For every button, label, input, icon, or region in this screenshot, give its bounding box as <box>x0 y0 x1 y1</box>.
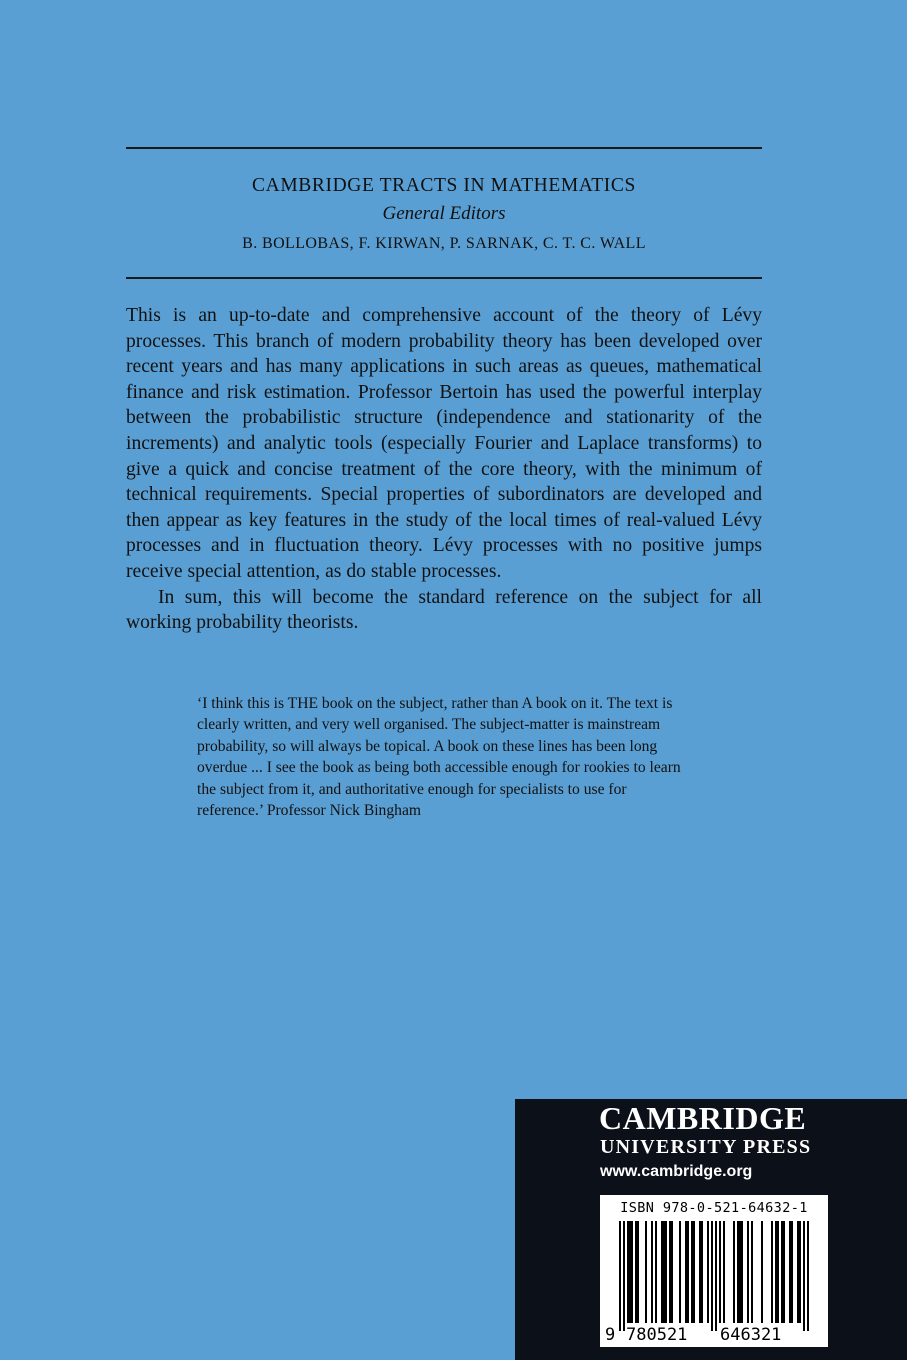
barcode-bar <box>679 1221 681 1323</box>
barcode-bar <box>783 1221 785 1323</box>
barcode-bar <box>665 1221 667 1323</box>
barcode-bar <box>747 1221 749 1323</box>
barcode-bar <box>719 1221 721 1323</box>
barcode-bar <box>791 1221 793 1323</box>
barcode-bar <box>711 1221 713 1331</box>
barcode-bar <box>781 1221 783 1323</box>
barcode-bar <box>777 1221 779 1323</box>
series-header <box>126 172 762 258</box>
barcode-bar <box>715 1221 717 1331</box>
endorsement-quote: ‘I think this is THE book on the subject, rather than A book on it. The text is clearly written, and very well organised. The subject-matter is mainstream probability, so will always be topical. A book on these lines has been long overdue ... I see the book as being both accessible enough for rookies to learn the subject from it, and authoritative enough for specialists to use for reference.’ Professor Nick Bingham <box>197 695 681 820</box>
barcode-digits-right: 646321 <box>720 1325 782 1343</box>
barcode-bar <box>789 1221 791 1323</box>
barcode-bar <box>685 1221 687 1323</box>
barcode-bar <box>739 1221 741 1323</box>
barcode-bar <box>699 1221 701 1323</box>
barcode-bar <box>655 1221 657 1323</box>
barcode-bar <box>741 1221 743 1323</box>
barcode-bar <box>707 1221 709 1323</box>
barcode-bar <box>687 1221 689 1323</box>
description-paragraph-2: In sum, this will become the standard reference on the subject for all working probability theorists. <box>126 586 762 634</box>
barcode-bar <box>669 1221 671 1323</box>
barcode-bar <box>775 1221 777 1323</box>
barcode-bar <box>737 1221 739 1323</box>
barcode-bar <box>693 1221 695 1323</box>
publisher-subtitle: UNIVERSITY PRESS <box>600 1136 812 1158</box>
barcode-bar <box>691 1221 693 1323</box>
description-paragraph-1: This is an up-to-date and comprehensive account of the theory of Lévy processes. This branch of modern probability theory has been developed over recent years and has many applications in such areas as queues, mathematical finance and risk estimation. Professor Bertoin has used the powerful interplay between the probabilistic structure (independence and stationarity of the increments) and analytic tools (especially Fourier and Laplace transforms) to give a quick and concise treatment of the core theory, with the minimum of technical requirements. Special properties of subordinators are developed and then appear as key features in the study of the local times of real-valued Lévy processes and in fluctuation theory. Lévy processes with no positive jumps receive special attention, as do stable processes. <box>126 305 762 582</box>
barcode-bar <box>733 1221 735 1323</box>
barcode-bar <box>799 1221 801 1323</box>
barcode-bar <box>623 1221 625 1331</box>
isbn-barcode-box <box>600 1195 828 1347</box>
barcode-bar <box>637 1221 639 1323</box>
barcode-bar <box>651 1221 653 1323</box>
barcode-digits-left: 780521 <box>626 1325 688 1343</box>
barcode-bar <box>661 1221 663 1323</box>
publisher-name: CAMBRIDGE <box>599 1100 807 1136</box>
barcode-bar <box>631 1221 633 1323</box>
barcode-bar <box>803 1221 805 1331</box>
isbn-label: ISBN 978-0-521-64632-1 <box>620 1200 808 1216</box>
barcode-bar <box>663 1221 665 1323</box>
publisher-url: www.cambridge.org <box>600 1163 753 1180</box>
top-rule <box>126 147 762 149</box>
barcode-digit-lead: 9 <box>605 1325 616 1343</box>
barcode-bar <box>751 1221 753 1323</box>
general-editors-label: General Editors <box>382 203 506 224</box>
barcode-bar <box>627 1221 629 1323</box>
barcode-bar <box>761 1221 763 1323</box>
barcode-bar <box>635 1221 637 1323</box>
barcode-bar <box>807 1221 809 1331</box>
barcode-bar <box>619 1221 621 1331</box>
barcode-bar <box>797 1221 799 1323</box>
barcode-bar <box>671 1221 673 1323</box>
editors-list: B. BOLLOBAS, F. KIRWAN, P. SARNAK, C. T. C. WALL <box>242 235 646 252</box>
barcode-bar <box>723 1221 725 1323</box>
series-title: CAMBRIDGE TRACTS IN MATHEMATICS <box>252 175 636 196</box>
barcode-icon <box>605 1219 823 1343</box>
barcode-bar <box>629 1221 631 1323</box>
middle-rule <box>126 277 762 279</box>
book-description <box>126 303 762 636</box>
barcode-bar <box>771 1221 773 1323</box>
barcode-bar <box>701 1221 703 1323</box>
barcode-bar <box>645 1221 647 1323</box>
